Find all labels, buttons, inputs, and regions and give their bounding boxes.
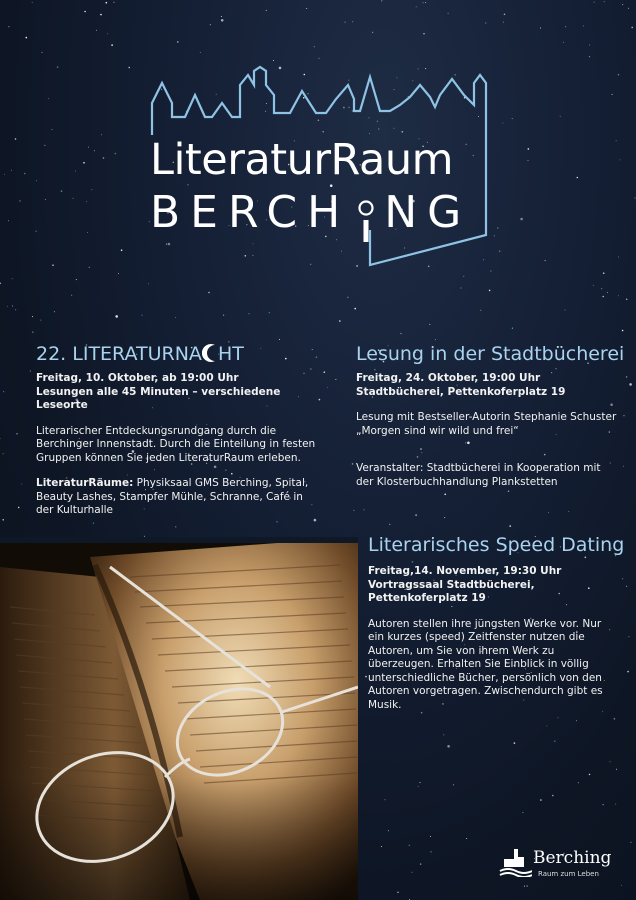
star [54, 311, 55, 312]
event2-date: Freitag, 24. Oktober, 19:00 Uhr [356, 372, 541, 384]
star [628, 636, 629, 637]
event1-description: Literarischer Entdeckungsrundgang durch die Berchinger Innenstadt. Durch die Einteilung in festen Gruppen können Sie jeden LiteraturRaum erleben. [36, 424, 316, 464]
star [115, 153, 117, 155]
star [461, 288, 462, 289]
star [0, 438, 1, 439]
star [52, 264, 54, 266]
star [444, 517, 445, 518]
star [312, 349, 313, 350]
star [42, 52, 43, 53]
event3-title: Literarisches Speed Dating [368, 534, 625, 556]
star [89, 267, 90, 268]
star [44, 145, 45, 146]
star [589, 774, 591, 776]
star [91, 189, 92, 190]
star [73, 198, 74, 199]
star [21, 484, 22, 485]
star [11, 170, 12, 171]
star [352, 21, 353, 22]
event3-description: Autoren stellen ihre jüngsten Werke vor. Nur ein kurzes (speed) Zeitfenster nutzen die Autoren, um Sie von ihrem Werk zu überzeugen. Erhalten Sie Einblick in völlig unterschiedliche Bücher, persönlich von den Autoren vorgetragen. Zwischendurch gibt es Musik. [368, 617, 603, 711]
star [621, 885, 622, 886]
star [626, 376, 628, 378]
event1-date: Freitag, 10. Oktober, ab 19:00 Uhr [36, 372, 239, 384]
event2-details [356, 372, 621, 501]
star [100, 14, 102, 16]
star [30, 371, 31, 372]
star [40, 320, 41, 321]
star [210, 24, 211, 25]
star [612, 94, 613, 95]
star [502, 123, 503, 124]
star [75, 171, 76, 172]
star [32, 316, 33, 317]
star [593, 285, 594, 286]
event1-places-label: LiteraturRäume: [36, 477, 134, 489]
star [2, 519, 4, 521]
star [7, 306, 8, 307]
star [629, 383, 632, 386]
star [389, 524, 390, 525]
star [594, 2, 595, 3]
star [15, 309, 16, 310]
star [520, 218, 523, 221]
star [585, 557, 587, 559]
star [552, 795, 554, 797]
footer-tagline: Raum zum Leben [538, 870, 599, 878]
event1-schedule: Lesungen alle 45 Minuten – verschiedene Leseorte [36, 385, 281, 411]
star [589, 45, 590, 46]
star [418, 786, 419, 787]
star [57, 66, 59, 68]
star [175, 317, 176, 318]
star [604, 1, 605, 2]
star [88, 147, 89, 148]
star [45, 199, 46, 200]
star [560, 116, 561, 117]
star [48, 98, 49, 99]
star [128, 67, 130, 69]
star [485, 23, 486, 24]
star [624, 415, 625, 416]
star [3, 453, 4, 454]
star [111, 44, 113, 46]
star [177, 41, 179, 43]
star [568, 511, 569, 512]
star [628, 8, 629, 9]
star [618, 257, 619, 258]
star [32, 2, 33, 3]
star [285, 358, 287, 360]
star [364, 509, 365, 510]
star [622, 578, 623, 579]
star [583, 25, 584, 26]
star [96, 30, 97, 31]
star [631, 27, 633, 29]
crescent-moon-icon [202, 344, 218, 362]
star [578, 782, 579, 783]
star [489, 290, 491, 292]
star [401, 333, 402, 334]
star [118, 273, 119, 274]
star [347, 297, 348, 298]
star [556, 368, 557, 369]
star [528, 148, 530, 150]
event2-description: Lesung mit Bestseller-Autorin Stephanie Schuster [356, 411, 617, 423]
star [221, 19, 224, 22]
star [545, 260, 546, 261]
star [563, 42, 564, 43]
star [15, 138, 17, 140]
star [200, 52, 201, 53]
event2-title: Lesung in der Stadtbücherei [356, 343, 625, 365]
star [101, 134, 102, 135]
star [412, 872, 413, 873]
star [86, 201, 87, 202]
star [615, 804, 616, 805]
star [565, 310, 566, 311]
literaturraum-logo [140, 55, 500, 270]
star [425, 2, 426, 3]
star [36, 231, 37, 232]
star [84, 11, 86, 13]
star [121, 249, 123, 251]
star [18, 507, 20, 509]
star [397, 892, 399, 894]
star [103, 157, 105, 159]
star [365, 676, 367, 678]
star [435, 339, 436, 340]
berching-emblem-icon [498, 847, 532, 877]
star [528, 160, 529, 161]
star [306, 8, 307, 9]
star [94, 150, 95, 151]
star [420, 782, 421, 783]
star [316, 357, 317, 358]
star [269, 312, 270, 313]
star [514, 742, 516, 744]
star [409, 845, 410, 846]
event3-details [368, 565, 620, 724]
star [423, 33, 425, 35]
star [589, 56, 590, 57]
star [480, 310, 481, 311]
event1-title [36, 343, 244, 365]
star [310, 369, 311, 370]
star [623, 466, 624, 467]
star [415, 514, 417, 516]
star [466, 838, 467, 839]
star [221, 16, 222, 17]
star [447, 745, 450, 748]
star [327, 387, 328, 388]
star [616, 140, 617, 141]
logo-title-ng: NG [384, 187, 472, 238]
logo-title-line1: LiteraturRaum [150, 135, 453, 185]
star [540, 28, 541, 29]
star [32, 332, 33, 333]
event1-details [36, 372, 321, 530]
star [601, 288, 602, 289]
star [622, 4, 623, 5]
star [603, 804, 604, 805]
star [635, 198, 636, 199]
star [412, 561, 414, 563]
star [626, 586, 627, 587]
star [443, 734, 444, 735]
star [314, 46, 315, 47]
star [577, 177, 579, 179]
star [416, 6, 417, 7]
star [626, 299, 628, 301]
star [512, 328, 513, 329]
star [113, 2, 114, 3]
star [554, 741, 555, 742]
star [619, 159, 620, 160]
star [3, 391, 4, 392]
star [83, 162, 85, 164]
star [504, 14, 506, 16]
star [279, 339, 280, 340]
star [388, 830, 389, 831]
star [12, 278, 13, 279]
star [12, 306, 13, 307]
star [618, 74, 620, 76]
event1-places-text: Physiksaal GMS Berching, Spital, Beauty Lashes, Stampfer Mühle, Schranne, Café in der Kulturhalle [36, 477, 309, 516]
event2-organizer: Veranstalter: Stadtbücherei in Kooperation mit der Klosterbuchhandlung Plankstetten [356, 462, 601, 488]
star [107, 33, 108, 34]
star [142, 315, 143, 316]
star [548, 512, 549, 513]
star [420, 863, 422, 865]
star [354, 308, 356, 310]
star [372, 32, 373, 33]
star [36, 180, 37, 181]
star [430, 836, 431, 837]
star [24, 173, 26, 175]
star [4, 174, 5, 175]
star [603, 272, 605, 274]
star [503, 22, 504, 23]
star [607, 292, 608, 293]
star [19, 200, 21, 202]
star [26, 37, 28, 39]
star [8, 26, 9, 27]
star [148, 283, 149, 284]
star [429, 324, 430, 325]
star [546, 726, 547, 727]
star [208, 292, 210, 294]
star [512, 118, 513, 119]
star [61, 190, 63, 192]
star [509, 525, 511, 527]
star [490, 271, 491, 272]
star [522, 812, 523, 813]
star [335, 379, 336, 380]
star [602, 296, 604, 298]
star [353, 510, 354, 511]
logo-title-berch: BERCH [150, 187, 351, 238]
star [618, 295, 619, 296]
star [106, 2, 108, 4]
star [540, 799, 542, 801]
star [87, 232, 88, 233]
star [8, 220, 9, 221]
star [622, 330, 624, 332]
star [260, 348, 261, 349]
star [52, 129, 53, 130]
berching-footer-logo [498, 845, 618, 885]
event1-title-suffix: HT [217, 343, 244, 365]
star [431, 851, 432, 852]
star [76, 279, 77, 280]
star [339, 320, 341, 322]
star [223, 315, 224, 316]
star [0, 283, 1, 285]
star [630, 842, 631, 843]
book-illustration [0, 537, 358, 900]
logo-i-circle-icon [350, 198, 384, 238]
star [423, 2, 424, 3]
star [345, 22, 346, 23]
star [616, 769, 617, 770]
event1-places [36, 477, 321, 518]
star [374, 369, 375, 370]
star [381, 846, 382, 847]
star [324, 371, 326, 373]
star [526, 885, 528, 887]
star [16, 433, 18, 435]
event2-location: Stadtbücherei, Pettenkoferplatz 19 [356, 385, 566, 398]
star [610, 761, 611, 762]
star [352, 463, 354, 465]
event2-book-title: „Morgen sind wir wild und frei“ [356, 424, 519, 437]
star [448, 13, 449, 14]
star [249, 313, 250, 314]
event3-location: Vortragssaal Stadtbücherei, Pettenkoferplatz 19 [368, 578, 535, 604]
star [385, 799, 386, 800]
star [463, 276, 464, 277]
book-with-glasses-photo [0, 537, 358, 900]
event1-title-prefix: 22. LITERATURNA [36, 343, 202, 365]
star [266, 10, 267, 11]
star [627, 671, 629, 673]
star [381, 0, 382, 1]
star [524, 886, 525, 887]
footer-town-name: Berching [533, 848, 612, 868]
star [565, 26, 566, 27]
star [71, 295, 72, 296]
logo-title-line2 [150, 187, 471, 238]
star [115, 315, 118, 318]
star [453, 784, 454, 785]
event3-date: Freitag,14. November, 19:30 Uhr [368, 565, 562, 577]
